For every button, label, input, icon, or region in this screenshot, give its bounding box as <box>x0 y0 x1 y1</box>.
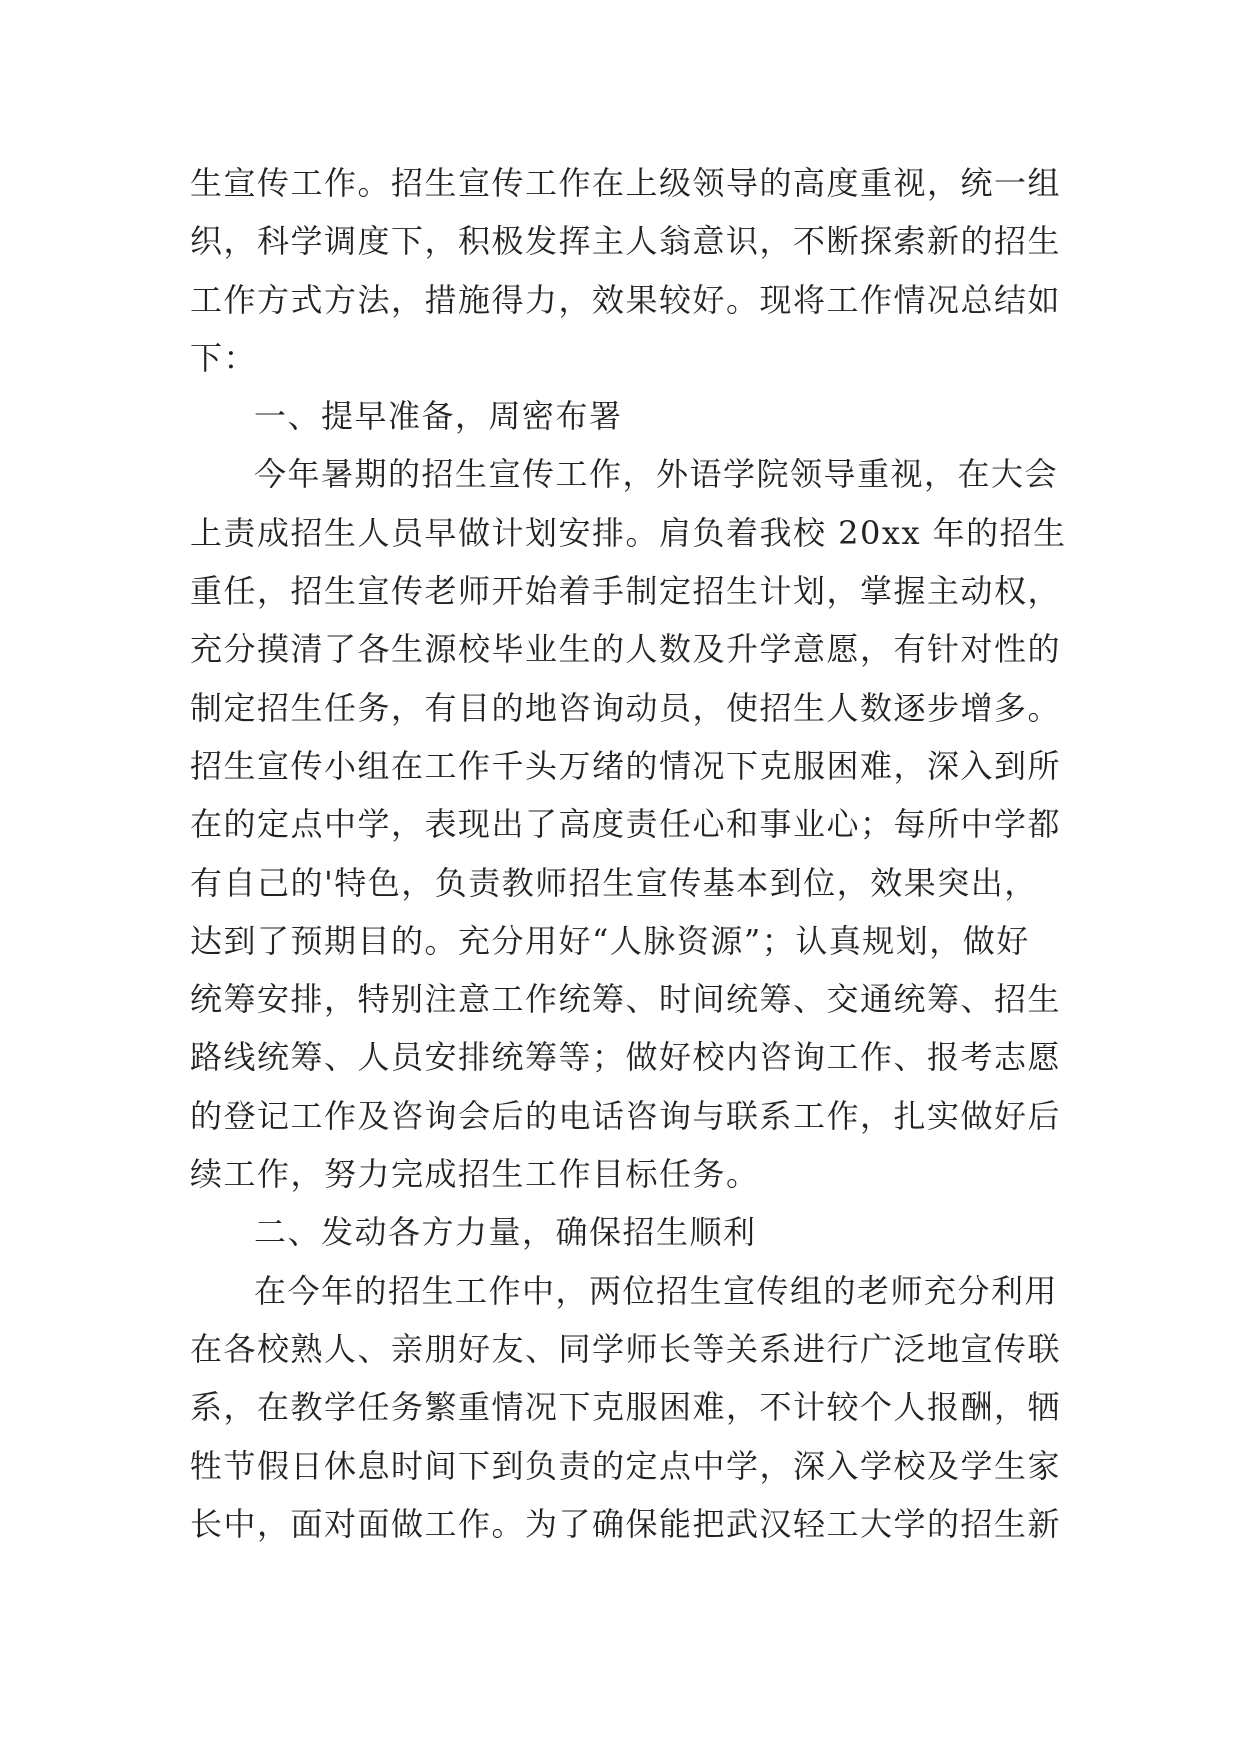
paragraph-line: 达到了预期目的。充分用好“人脉资源”；认真规划，做好 <box>190 921 1030 960</box>
paragraph-line: 的登记工作及咨询会后的电话咨询与联系工作，扎实做好后 <box>190 1096 1062 1135</box>
paragraph-line: 系，在教学任务繁重情况下克服困难，不计较个人报酬，牺 <box>190 1388 1062 1427</box>
paragraph-line: 生宣传工作。招生宣传工作在上级领导的高度重视，统一组 <box>190 164 1062 202</box>
paragraph-line: 牲节假日休息时间下到负责的定点中学，深入学校及学生家 <box>190 1446 1062 1485</box>
paragraph-line: 重任，招生宣传老师开始着手制定招生计划，掌握主动权， <box>190 572 1062 611</box>
paragraph-line: 路线统筹、人员安排统筹等；做好校内咨询工作、报考志愿 <box>190 1038 1062 1077</box>
paragraph-line: 长中，面对面做工作。为了确保能把武汉轻工大学的招生新 <box>190 1504 1062 1543</box>
paragraph-line: 在今年的招生工作中，两位招生宣传组的老师充分利用 <box>254 1271 1059 1310</box>
paragraph-line: 上责成招生人员早做计划安排。肩负着我校 20xx 年的招生 <box>190 513 1067 552</box>
paragraph-line: 在各校熟人、亲朋好友、同学师长等关系进行广泛地宣传联 <box>190 1329 1062 1368</box>
paragraph-line: 续工作，努力完成招生工作目标任务。 <box>190 1155 760 1194</box>
paragraph-line: 工作方式方法，措施得力，效果较好。现将工作情况总结如 <box>190 280 1062 319</box>
paragraph-line: 织，科学调度下，积极发挥主人翁意识，不断探索新的招生 <box>190 222 1062 261</box>
document-body <box>190 154 1067 1553</box>
paragraph-line: 下： <box>190 338 258 377</box>
paragraph-line: 制定招生任务，有目的地咨询动员，使招生人数逐步增多。 <box>190 688 1062 727</box>
paragraph-line: 招生宣传小组在工作千头万绪的情况下克服困难，深入到所 <box>190 746 1062 785</box>
paragraph-line: 有自己的'特色，负责教师招生宣传基本到位，效果突出， <box>190 863 1038 902</box>
paragraph-line: 统筹安排，特别注意工作统筹、时间统筹、交通统筹、招生 <box>190 980 1062 1019</box>
paragraph-line: 今年暑期的招生宣传工作，外语学院领导重视，在大会 <box>254 455 1059 494</box>
paragraph-line: 充分摸清了各生源校毕业生的人数及升学意愿，有针对性的 <box>190 630 1062 669</box>
section-heading-2: 二、发动各方力量，确保招生顺利 <box>254 1213 757 1252</box>
section-heading-1: 一、提早准备，周密布署 <box>254 397 623 436</box>
paragraph-line: 在的定点中学，表现出了高度责任心和事业心；每所中学都 <box>190 805 1062 844</box>
